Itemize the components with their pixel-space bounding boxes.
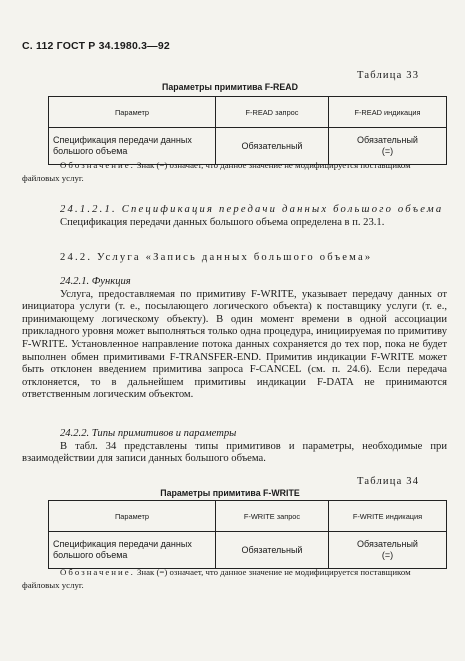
table33-note <box>22 159 447 184</box>
section-242 <box>22 252 447 265</box>
table33-number: Таблица 33 <box>357 70 420 81</box>
section-2422 <box>22 428 447 466</box>
table-cell: Обязательный <box>216 128 329 165</box>
section-heading: 24.2.2. Типы примитивов и параметры <box>60 428 237 439</box>
table34-note <box>22 566 447 591</box>
paragraph: Спецификация передачи данных большого объема определена в п. 23.1. <box>60 216 385 228</box>
paragraph: В табл. 34 представлены типы примитивов и параметры, необходимые при взаимодействии для записи данных большого объема. <box>22 440 447 465</box>
table-header-row <box>49 97 447 128</box>
note-text: Знак (=) означает, что данное значение не модифицируется поставщиком файловых услуг. <box>22 567 411 590</box>
note-text: Знак (=) означает, что данное значение не модифицируется поставщиком файловых услуг. <box>22 160 411 183</box>
cell-line: Обязательный <box>357 135 418 145</box>
note-label: Обозначение. <box>60 160 135 170</box>
table33 <box>48 96 447 165</box>
table-cell: Спецификация передачи данных большого объема <box>49 532 216 569</box>
note-label: Обозначение. <box>60 567 135 577</box>
table-header-cell: Параметр <box>49 501 216 532</box>
section-heading: 24.2.1. Функция <box>60 276 131 287</box>
table-cell: Спецификация передачи данных большого объема <box>49 128 216 165</box>
table-header-cell: F-WRITE индикация <box>329 501 447 532</box>
cell-line: Обязательный <box>357 539 418 549</box>
section-2421 <box>22 276 447 402</box>
table-header-cell: F-WRITE запрос <box>216 501 329 532</box>
page-header: С. 112 ГОСТ Р 34.1980.3—92 <box>22 40 170 52</box>
table-header-row <box>49 501 447 532</box>
table-cell <box>329 532 447 569</box>
table-row <box>49 532 447 569</box>
section-heading: 24.1.2.1. Спецификация передачи данных большого объема <box>60 204 444 215</box>
cell-line: (=) <box>381 550 394 560</box>
section-heading: 24.2. Услуга «Запись данных большого объема» <box>60 252 373 263</box>
cell-line: (=) <box>381 146 394 156</box>
table-header-cell: F-READ запрос <box>216 97 329 128</box>
table-header-cell: F-READ индикация <box>329 97 447 128</box>
table34 <box>48 500 447 569</box>
table34-number: Таблица 34 <box>357 476 420 487</box>
table-header-cell: Параметр <box>49 97 216 128</box>
table34-caption: Параметры примитива F-WRITE <box>160 488 300 498</box>
paragraph: Услуга, предоставляемая по примитиву F-WRITE, указывает передачу данных от инициатора услуги (т. е., посылающего логического объекта) к поставщику услуги (т. е., принимающему логическому объекту). В один момент времени в одной ассоциации прикладного уровня может выполняться только одна процедура, инициируемая по примитиву F-WRITE. Установленное направление потока данных сохраняется до тех пор, пока не будет выполнен обмен примитивами F-TRANSFER-END. Примитив индикации F-WRITE может быть отклонен введением примитива запроса F-CANCEL (см. п. 24.6). Если передача отклоняется, то в дальнейшем примитивы индикации F-DATA не принимаются ответственным логическим объектом. <box>22 288 447 401</box>
table-cell: Обязательный <box>216 532 329 569</box>
table33-caption: Параметры примитива F-READ <box>162 82 298 92</box>
section-24121 <box>22 204 447 229</box>
